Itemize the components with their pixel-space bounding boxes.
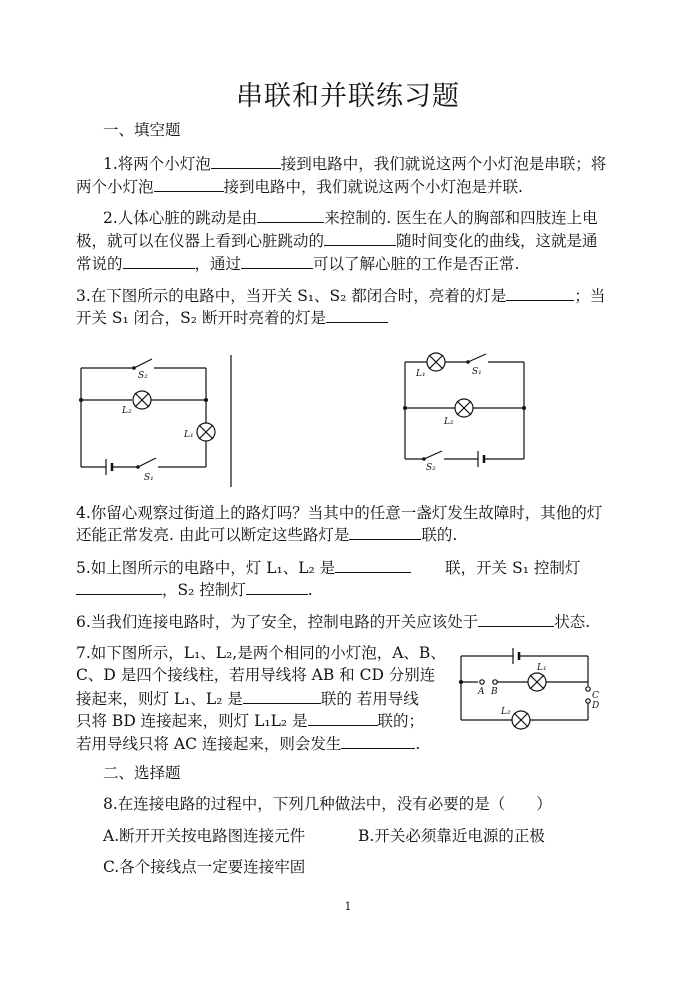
q7-blank-3[interactable] (341, 733, 415, 749)
q3-text: 开关 S₁ 闭合，S₂ 断开时亮着的灯是 (76, 309, 326, 327)
label-b: B (491, 687, 498, 697)
section-heading-multiple-choice: 二、选择题 (103, 764, 181, 782)
q6-text: 状态. (554, 613, 591, 631)
page-number: 1 (344, 900, 352, 913)
q2-text: 可以了解心脏的工作是否正常. (313, 255, 520, 273)
q3-line1 (76, 285, 605, 306)
circuit-diagram-q7 (458, 648, 608, 726)
label-s1: S₁ (144, 473, 154, 483)
q3-blank-2[interactable] (326, 307, 388, 323)
section-heading-fill-blank: 一、填空题 (103, 121, 181, 139)
q1-text: 1.将两个小灯泡 (103, 155, 211, 173)
q7-text: 若用导线只将 AC 连接起来，则会发生 (76, 735, 342, 753)
label-l2: L₂ (501, 707, 511, 717)
label-c: C (592, 691, 599, 701)
q6-line1 (76, 611, 590, 632)
q4-text: 还能正常发亮. 由此可以断定这些路灯是 (76, 526, 350, 544)
q8-stem: 8.在连接电路的过程中，下列几种做法中，没有必要的是（ ） (103, 795, 552, 813)
switch-s2 (424, 451, 442, 459)
q2-line1 (103, 207, 598, 228)
q7-line2: C、D 是四个接线柱，若用导线将 AB 和 CD 分别连 (76, 666, 436, 684)
q8-option-c[interactable]: C.各个接线点一定要连接牢固 (103, 858, 306, 876)
circuit-diagram-left (76, 355, 236, 490)
q5-blank-3[interactable] (246, 579, 308, 595)
q8-option-b[interactable]: B.开关必须靠近电源的正极 (358, 827, 545, 845)
q2-text: ，通过 (194, 255, 242, 273)
q5-line2 (76, 579, 313, 600)
label-l2: L₂ (444, 417, 454, 427)
q7-text: . (415, 735, 421, 753)
label-l2: L₂ (122, 406, 132, 416)
q2-line2 (76, 230, 598, 251)
q1-blank-1[interactable] (211, 153, 281, 169)
page-title: 串联和并联练习题 (236, 81, 460, 112)
q5-text: . (307, 581, 313, 599)
q5-text: ，S₂ 控制灯 (162, 581, 246, 599)
switch-s1 (468, 354, 486, 362)
q2-blank-4[interactable] (241, 253, 313, 269)
switch-s2 (134, 359, 152, 368)
q7-line3 (76, 688, 419, 709)
label-l1: L₁ (184, 430, 194, 440)
label-s1: S₁ (472, 367, 482, 377)
q6-text: 6.当我们连接电路时，为了安全，控制电路的开关应该处于 (76, 613, 479, 631)
q4-blank-1[interactable] (349, 524, 421, 540)
label-s2: S₂ (138, 371, 148, 381)
q8-option-a[interactable]: A.断开开关按电路图连接元件 (103, 827, 306, 845)
q5-text: 5.如上图所示的电路中，灯 L₁、L₂ 是 (76, 559, 336, 577)
q7-blank-2[interactable] (308, 710, 378, 726)
q1-line1 (103, 153, 606, 174)
terminal-d (586, 699, 590, 703)
q2-text: 随时间变化的曲线，这就是通 (396, 232, 598, 250)
q2-blank-1[interactable] (257, 207, 324, 223)
terminal-b (493, 680, 497, 684)
terminal-a (480, 680, 484, 684)
q3-blank-1[interactable] (506, 285, 574, 301)
q5-line1 (76, 557, 580, 578)
q1-text: 接到电路中，我们就说这两个小灯泡是串联；将 (280, 155, 607, 173)
q2-text: 2.人体心脏的跳动是由 (103, 209, 258, 227)
label-d: D (592, 701, 600, 711)
q6-blank-1[interactable] (478, 611, 554, 627)
q7-blank-1[interactable] (243, 688, 321, 704)
q3-line2 (76, 307, 388, 328)
label-l1: L₁ (416, 369, 426, 379)
q7-line5 (76, 733, 420, 754)
q1-text: 两个小灯泡 (76, 178, 154, 196)
q7-line4 (76, 710, 424, 731)
q2-blank-3[interactable] (123, 253, 195, 269)
q2-text: 极，就可以在仪器上看到心脏跳动的 (76, 232, 325, 250)
q2-text: 来控制的. 医生在人的胸部和四肢连上电 (324, 209, 598, 227)
q2-line3 (76, 253, 519, 274)
terminal-c (586, 687, 590, 691)
q2-blank-2[interactable] (324, 230, 396, 246)
q7-text: 联的； (377, 712, 425, 730)
q1-line2 (76, 176, 523, 197)
q4-line1: 4.你留心观察过街道上的路灯吗？当其中的任意一盏灯发生故障时，其他的灯 (76, 504, 603, 522)
q3-text: ；当 (574, 287, 606, 305)
q5-text: 联，开关 S₁ 控制灯 (445, 559, 581, 577)
q5-blank-2[interactable] (76, 579, 162, 595)
q1-blank-2[interactable] (154, 176, 224, 192)
switch-s1 (138, 458, 156, 467)
q4-line2 (76, 524, 457, 545)
label-a: A (478, 687, 485, 697)
label-l1: L₁ (537, 663, 547, 673)
q7-text: 联的 若用导线 (320, 690, 419, 708)
q7-text: 只将 BD 连接起来，则灯 L₁L₂ 是 (76, 712, 308, 730)
q3-text: 3.在下图所示的电路中，当开关 S₁、S₂ 都闭合时，亮着的灯是 (76, 287, 507, 305)
q7-line1: 7.如下图所示，L₁、L₂,是两个相同的小灯泡，A、B、 (76, 644, 446, 662)
q4-text: 联的. (421, 526, 458, 544)
q5-blank-1[interactable] (335, 557, 411, 573)
q7-text: 接起来，则灯 L₁、L₂ 是 (76, 690, 243, 708)
q2-text: 常说的 (76, 255, 123, 273)
circuit-diagram-right (400, 352, 530, 472)
q1-text: 接到电路中，我们就说这两个小灯泡是并联. (223, 178, 523, 196)
label-s2: S₂ (426, 463, 436, 473)
